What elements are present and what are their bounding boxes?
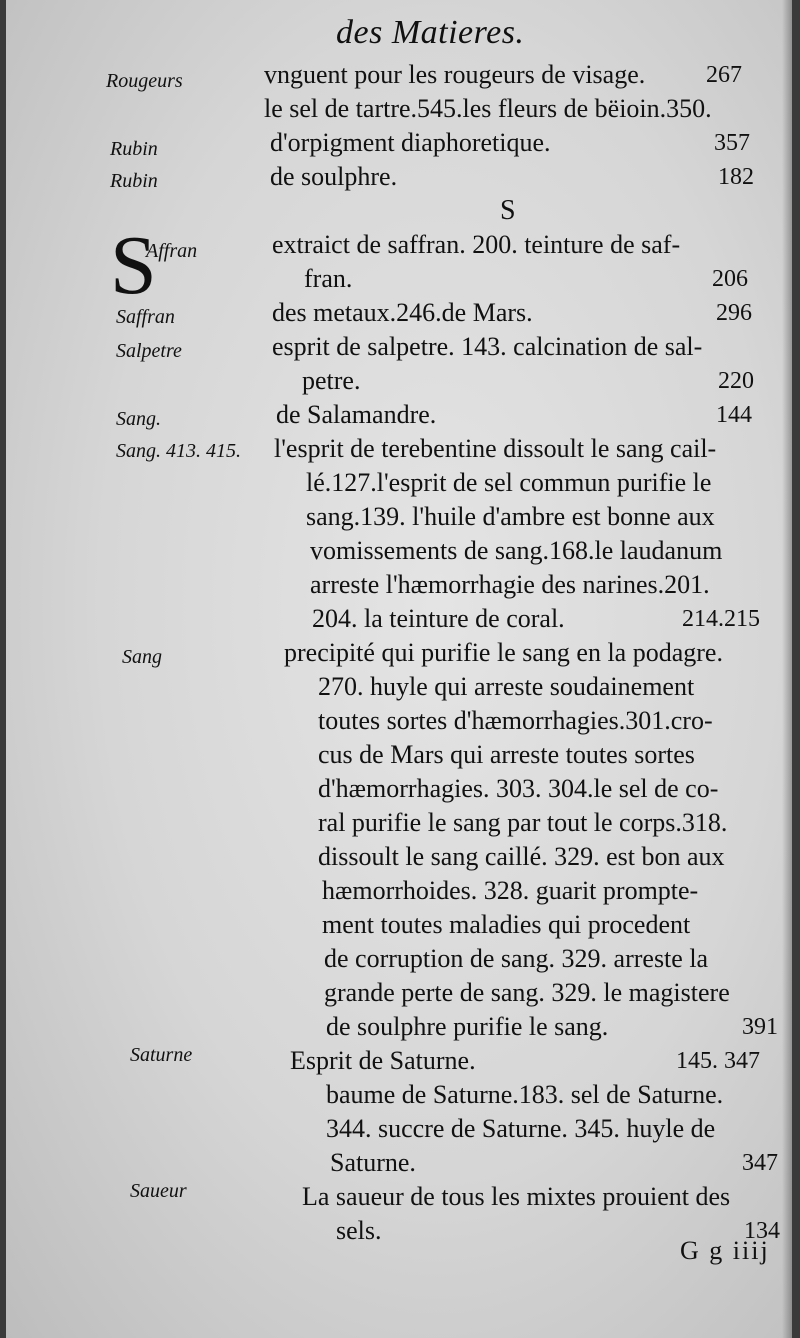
section-letter: S <box>500 195 516 226</box>
index-line: cus de Mars qui arreste toutes sortes <box>318 740 695 769</box>
keyword-saturne: Saturne <box>130 1044 193 1066</box>
index-line: des metaux.246.de Mars. <box>272 298 533 327</box>
index-line: 344. succre de Saturne. 345. huyle de <box>326 1114 716 1143</box>
index-line: de corruption de sang. 329. arreste la <box>324 944 709 973</box>
page-ref: 214.215 <box>682 606 760 632</box>
index-line: ral purifie le sang par tout le corps.318. <box>318 808 728 837</box>
keyword-saffran: Saffran <box>116 306 175 328</box>
index-line: Saturne. <box>330 1148 416 1177</box>
keyword-affran: Affran <box>146 240 198 262</box>
index-line: esprit de salpetre. 143. calcination de sal- <box>272 332 703 361</box>
index-line: arreste l'hæmorrhagie des narines.201. <box>310 570 710 599</box>
page-edge-shadow <box>782 0 792 1338</box>
index-line: toutes sortes d'hæmorrhagies.301.cro- <box>318 706 713 735</box>
index-line: hæmorrhoides. 328. guarit prompte- <box>322 876 699 905</box>
signature-mark: G g iiij <box>680 1236 770 1265</box>
book-page <box>6 0 792 1338</box>
keyword-sang-2: Sang. 413. 415. <box>116 440 241 462</box>
index-line: 204. la teinture de coral. <box>312 604 565 633</box>
index-line: petre. <box>302 366 361 395</box>
page-ref: 134 <box>744 1218 780 1244</box>
index-line: extraict de saffran. 200. teinture de saf- <box>272 230 681 259</box>
page-ref: 347 <box>742 1150 778 1176</box>
index-line: d'orpigment diaphoretique. <box>270 128 551 157</box>
index-line: dissoult le sang caillé. 329. est bon aux <box>318 842 725 871</box>
index-line: vomissements de sang.168.le laudanum <box>310 536 723 565</box>
keyword-rubin-2: Rubin <box>110 170 158 192</box>
page-ref: 296 <box>716 300 752 326</box>
index-line: 270. huyle qui arreste soudainement <box>318 672 695 701</box>
page-ref: 391 <box>742 1014 778 1040</box>
index-line: lé.127.l'esprit de sel commun purifie le <box>306 468 712 497</box>
index-line: grande perte de sang. 329. le magistere <box>324 978 730 1007</box>
index-line: precipité qui purifie le sang en la podagre. <box>284 638 723 667</box>
page-ref: 145. 347 <box>676 1048 760 1074</box>
index-line: fran. <box>304 264 353 293</box>
index-line: vnguent pour les rougeurs de visage. <box>264 60 646 89</box>
page-ref: 220 <box>718 368 754 394</box>
running-header: des Matieres. <box>336 14 525 51</box>
index-line: sels. <box>336 1216 382 1245</box>
keyword-rubin-1: Rubin <box>110 138 158 160</box>
page-ref: 182 <box>718 164 754 190</box>
index-line: sang.139. l'huile d'ambre est bonne aux <box>306 502 715 531</box>
index-line: d'hæmorrhagies. 303. 304.le sel de co- <box>318 774 719 803</box>
keyword-salpetre: Salpetre <box>116 340 182 362</box>
keyword-rougeurs: Rougeurs <box>106 70 183 92</box>
page-ref: 144 <box>716 402 752 428</box>
index-line: de soulphre purifie le sang. <box>326 1012 609 1041</box>
index-line: ment toutes maladies qui procedent <box>322 910 691 939</box>
page-ref: 357 <box>714 130 750 156</box>
index-line: de soulphre. <box>270 162 398 191</box>
index-line: Esprit de Saturne. <box>290 1046 476 1075</box>
index-line: baume de Saturne.183. sel de Saturne. <box>326 1080 724 1109</box>
index-line: l'esprit de terebentine dissoult le sang cail- <box>274 434 717 463</box>
drop-cap: S <box>110 219 157 312</box>
keyword-sang-1: Sang. <box>116 408 161 430</box>
keyword-saueur: Saueur <box>130 1180 187 1202</box>
keyword-sang-3: Sang <box>122 646 162 668</box>
page-ref: 206 <box>712 266 748 292</box>
page-ref: 267 <box>706 62 742 88</box>
index-line: le sel de tartre.545.les fleurs de bëioin.350. <box>264 94 712 123</box>
index-line: La saueur de tous les mixtes prouient des <box>302 1182 731 1211</box>
index-line: de Salamandre. <box>276 400 437 429</box>
